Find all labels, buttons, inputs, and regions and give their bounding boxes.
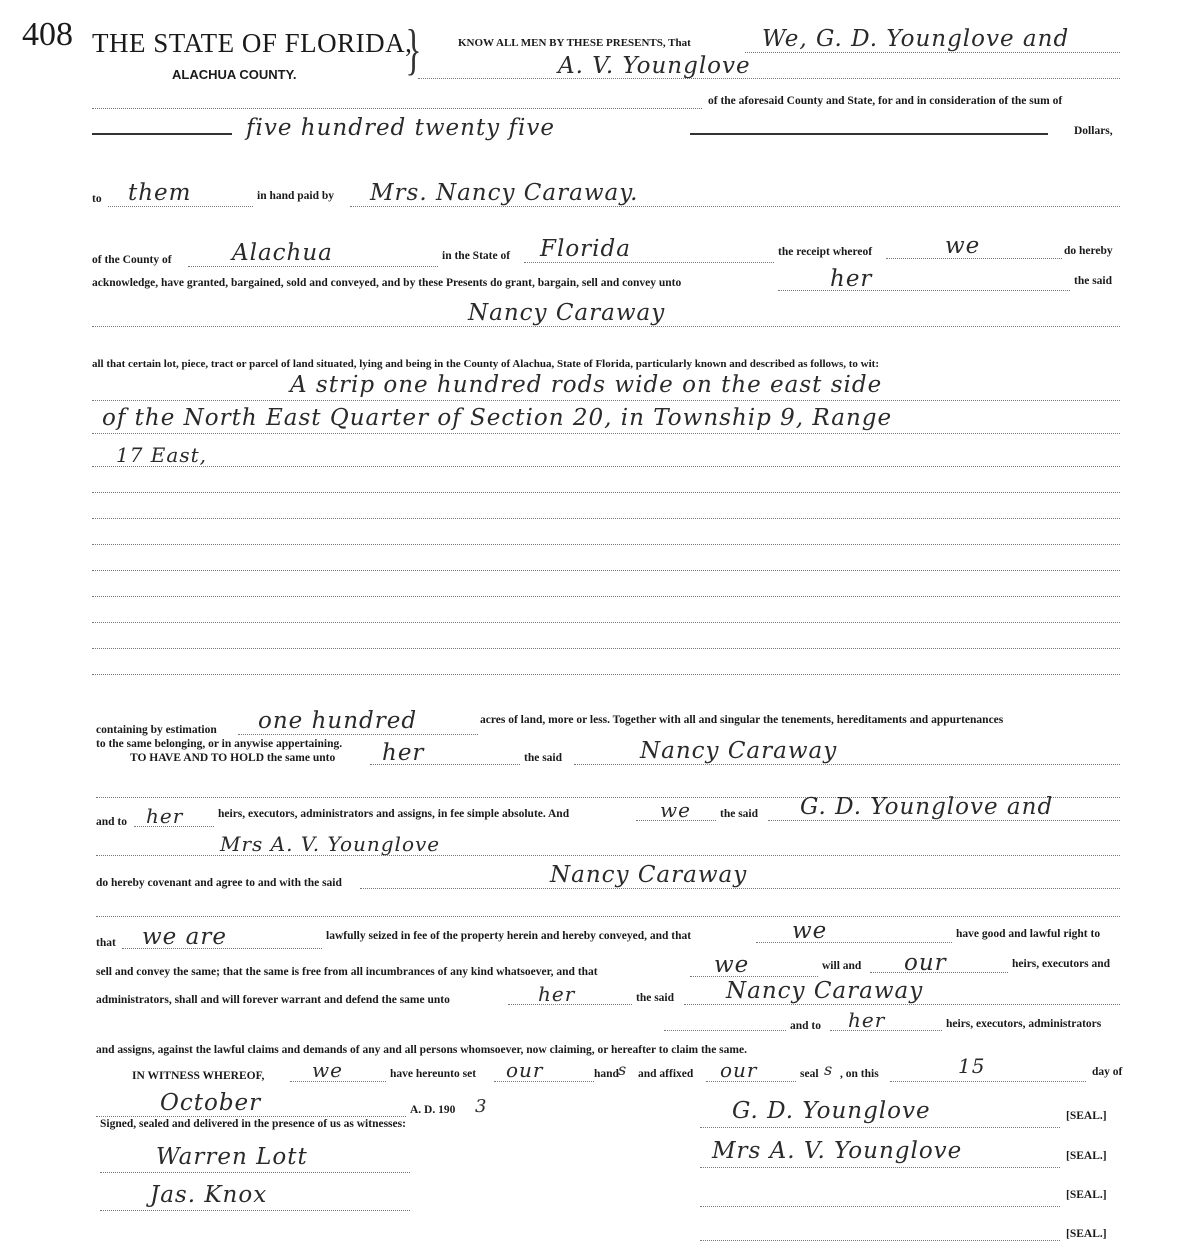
line bbox=[92, 108, 702, 109]
in-witness-text: IN WITNESS WHEREOF, bbox=[132, 1070, 265, 1082]
that-we-are: we are bbox=[142, 924, 227, 950]
the-said-text: the said bbox=[1074, 275, 1113, 287]
set-our: our bbox=[506, 1058, 544, 1082]
line bbox=[700, 1167, 1060, 1168]
of-county-text: of the County of bbox=[92, 254, 172, 266]
paid-by-name: Mrs. Nancy Caraway. bbox=[370, 180, 639, 206]
said-grantors-1: G. D. Younglove and bbox=[800, 794, 1054, 820]
line bbox=[350, 206, 1120, 207]
line bbox=[700, 1206, 1060, 1207]
paid-by-text: in hand paid by bbox=[257, 190, 335, 202]
containing-text: containing by estimation bbox=[96, 724, 217, 736]
defend-unto: her bbox=[538, 982, 576, 1006]
covenant-text: do hereby covenant and agree to and with the said bbox=[96, 877, 342, 889]
line bbox=[92, 596, 1120, 597]
dollars-text: Dollars, bbox=[1074, 125, 1113, 137]
that-text: that bbox=[96, 937, 116, 949]
acres-text: acres of land, more or less. Together with all and singular the tenements, hereditaments and appurtenances bbox=[480, 714, 1004, 726]
brace-icon: } bbox=[405, 19, 422, 81]
and-to-text: and to bbox=[96, 816, 127, 828]
said-grantors-2: Mrs A. V. Younglove bbox=[220, 832, 441, 856]
line bbox=[92, 570, 1120, 571]
hold-unto: her bbox=[382, 740, 425, 766]
line bbox=[92, 544, 1120, 545]
line bbox=[574, 764, 1120, 765]
witness-1: Warren Lott bbox=[156, 1144, 308, 1170]
line bbox=[890, 1081, 1086, 1082]
seal-text: seal bbox=[800, 1068, 819, 1080]
the-said-3-text: the said bbox=[720, 808, 759, 820]
county-heading: ALACHUA COUNTY. bbox=[172, 67, 297, 82]
hold-grantee: Nancy Caraway bbox=[640, 738, 838, 764]
line bbox=[768, 820, 1120, 821]
line bbox=[92, 674, 1120, 675]
lawfully-seized-text: lawfully seized in fee of the property herein and hereby conveyed, and that bbox=[326, 930, 692, 942]
and-that-we: we bbox=[792, 918, 828, 944]
and-to-2-text: and to bbox=[790, 1020, 821, 1032]
have-good-text: have good and lawful right to bbox=[956, 928, 1101, 940]
line bbox=[830, 1030, 942, 1031]
line bbox=[745, 52, 1120, 53]
line bbox=[100, 1172, 410, 1173]
and-who: we bbox=[660, 798, 691, 822]
line bbox=[756, 942, 952, 943]
line bbox=[188, 266, 438, 267]
seal-label-3: [SEAL.] bbox=[1066, 1189, 1107, 1201]
of-aforesaid-text: of the aforesaid County and State, for and in consideration of the sum of bbox=[708, 95, 1063, 107]
the-said-4-text: the said bbox=[636, 992, 675, 1004]
line bbox=[96, 1116, 406, 1117]
ad-text: A. D. 190 bbox=[410, 1104, 456, 1116]
description-line-3: 17 East, bbox=[116, 443, 207, 467]
seal-s: s bbox=[824, 1060, 834, 1079]
free-we: we bbox=[714, 952, 750, 978]
signature-1: G. D. Younglove bbox=[732, 1098, 931, 1124]
seal-label-4: [SEAL.] bbox=[1066, 1228, 1107, 1240]
line bbox=[700, 1127, 1060, 1128]
all-that-text: all that certain lot, piece, tract or parcel of land situated, lying and being in the County of Alachua, State of Florida, particularly known and described as follows, to wit: bbox=[92, 358, 880, 370]
hand-text: hand bbox=[594, 1068, 619, 1080]
line bbox=[524, 262, 774, 263]
description-line-2: of the North East Quarter of Section 20, in Township 9, Range bbox=[102, 405, 893, 431]
year-written: 3 bbox=[475, 1096, 488, 1117]
will-and-text: will and bbox=[822, 960, 862, 972]
heirs-executors-text: heirs, executors and bbox=[1012, 958, 1111, 970]
have-hereunto-text: have hereunto set bbox=[390, 1068, 477, 1080]
line bbox=[92, 326, 1120, 327]
line bbox=[700, 1240, 1060, 1241]
line bbox=[100, 1210, 410, 1211]
heirs-exec-admin-text: heirs, executors, administrators bbox=[946, 1018, 1102, 1030]
sell-convey-text: sell and convey the same; that the same is free from all incumbrances of any kind whatsoever, and that bbox=[96, 966, 598, 978]
do-hereby-text: do hereby bbox=[1064, 245, 1113, 257]
to-text: to bbox=[92, 193, 102, 205]
line bbox=[92, 518, 1120, 519]
seal-label-1: [SEAL.] bbox=[1066, 1110, 1107, 1122]
day-of-text: day of bbox=[1092, 1066, 1123, 1078]
signed-sealed-text: Signed, sealed and delivered in the presence of us as witnesses: bbox=[100, 1118, 406, 1130]
defend-grantee: Nancy Caraway bbox=[726, 978, 924, 1004]
to-have-text: TO HAVE AND TO HOLD the same unto bbox=[130, 752, 336, 764]
line bbox=[664, 1030, 786, 1031]
intro-text: KNOW ALL MEN BY THESE PRESENTS, That bbox=[458, 37, 691, 49]
witness-we: we bbox=[312, 1058, 343, 1082]
same-belonging-text: to the same belonging, or in anywise appertaining. bbox=[96, 738, 343, 750]
receipt-whereof-text: the receipt whereof bbox=[778, 246, 873, 258]
line bbox=[92, 433, 1120, 434]
administrators-text: administrators, shall and will forever warrant and defend the same unto bbox=[96, 994, 450, 1006]
on-this-text: , on this bbox=[840, 1068, 879, 1080]
witness-2: Jas. Knox bbox=[150, 1182, 268, 1208]
receipt-by: we bbox=[945, 233, 981, 259]
line bbox=[92, 622, 1120, 623]
seal-label-2: [SEAL.] bbox=[1066, 1150, 1107, 1162]
the-said-2-text: the said bbox=[524, 752, 563, 764]
line bbox=[92, 466, 1120, 467]
line bbox=[92, 400, 1120, 401]
and-to-her: her bbox=[848, 1008, 886, 1032]
day-written: 15 bbox=[958, 1054, 986, 1078]
heirs-our: our bbox=[904, 950, 947, 976]
amount-written: five hundred twenty five bbox=[246, 115, 555, 141]
line bbox=[96, 916, 1120, 917]
in-state-text: in the State of bbox=[442, 250, 511, 262]
to-whom: them bbox=[128, 180, 192, 206]
and-affixed-text: and affixed bbox=[638, 1068, 694, 1080]
line bbox=[92, 133, 232, 135]
covenant-with: Nancy Caraway bbox=[550, 862, 748, 888]
and-assigns-text: and assigns, against the lawful claims and demands of any and all persons whomsoever, now claiming, or hereafter to claim the same. bbox=[96, 1044, 747, 1056]
line bbox=[778, 290, 1070, 291]
state-heading: THE STATE OF FLORIDA, bbox=[92, 28, 413, 58]
hand-s: s bbox=[618, 1060, 628, 1079]
line bbox=[92, 648, 1120, 649]
line bbox=[92, 492, 1120, 493]
acres-written: one hundred bbox=[258, 708, 418, 734]
page-number: 408 bbox=[22, 16, 73, 53]
line bbox=[360, 888, 1120, 889]
line bbox=[684, 1004, 1120, 1005]
line bbox=[238, 734, 478, 735]
state-written: Florida bbox=[540, 236, 631, 262]
grantors-line-1: We, G. D. Younglove and bbox=[762, 26, 1070, 52]
grantors-line-2: A. V. Younglove bbox=[558, 53, 751, 79]
acknowledge-text: acknowledge, have granted, bargained, sold and conveyed, and by these Presents do grant, bargain, sell and convey unto bbox=[92, 277, 682, 289]
county-written: Alachua bbox=[232, 240, 333, 266]
and-to-whom: her bbox=[146, 804, 184, 828]
signature-2: Mrs A. V. Younglove bbox=[712, 1138, 963, 1164]
month-written: October bbox=[160, 1090, 262, 1116]
line bbox=[418, 78, 1120, 79]
line bbox=[108, 206, 253, 207]
description-line-1: A strip one hundred rods wide on the east side bbox=[290, 372, 883, 398]
line bbox=[690, 133, 1048, 135]
line bbox=[690, 976, 818, 977]
heirs-exec-text: heirs, executors, administrators and assigns, in fee simple absolute. And bbox=[218, 808, 570, 820]
grantee-name: Nancy Caraway bbox=[468, 300, 666, 326]
convey-unto: her bbox=[830, 266, 873, 292]
affixed-our: our bbox=[720, 1058, 758, 1082]
